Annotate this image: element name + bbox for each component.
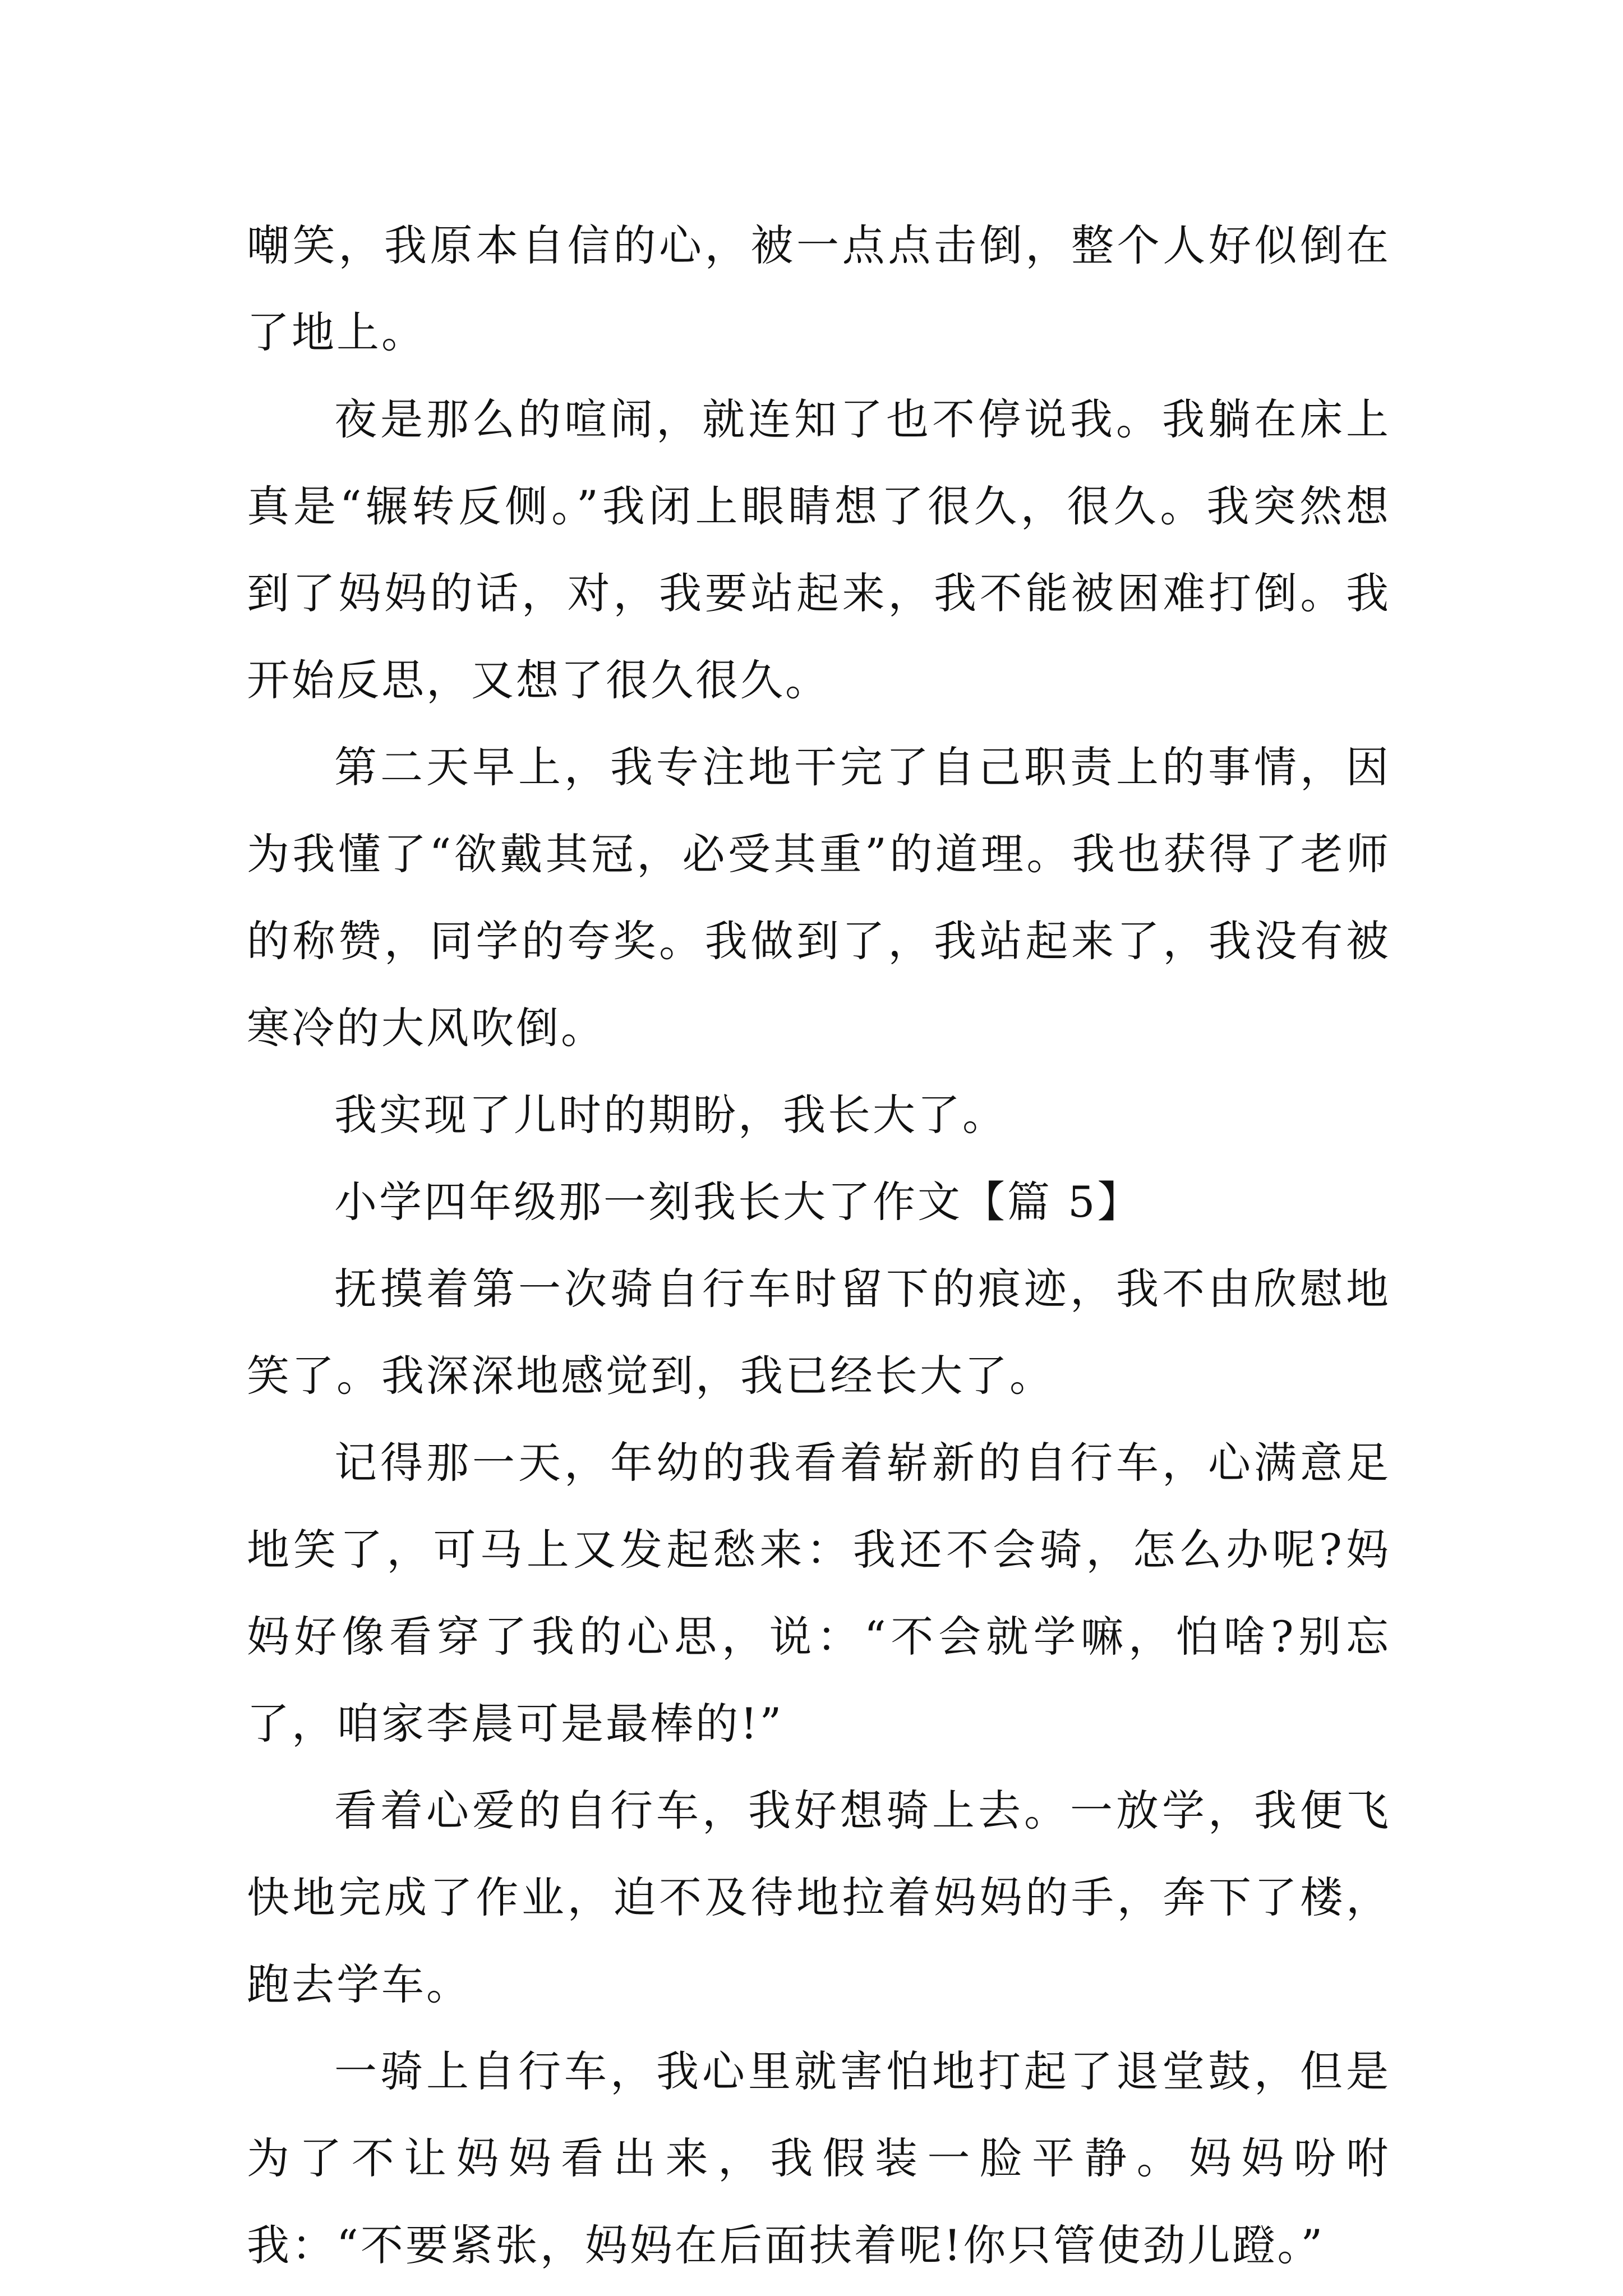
paragraph: 看着心爱的自行车，我好想骑上去。一放学，我便飞快地完成了作业，迫不及待地拉着妈妈的手，奔下了楼，跑去学车。 bbox=[247, 1786, 1391, 2009]
paragraph: 记得那一天，年幼的我看着崭新的自行车，心满意足地笑了，可马上又发起愁来：我还不会骑，怎么办呢?妈妈好像看穿了我的心思，说：“不会就学嘛，怕啥?别忘了，咱家李晨可是最棒的!” bbox=[247, 1438, 1391, 1749]
paragraph: 我实现了儿时的期盼，我长大了。 bbox=[334, 1090, 1007, 1140]
document-body bbox=[247, 202, 1391, 2289]
paragraph: 夜是那么的喧闹，就连知了也不停说我。我躺在床上真是“辗转反侧。”我闭上眼睛想了很久，很久。我突然想到了妈妈的话，对，我要站起来，我不能被困难打倒。我开始反思，又想了很久很久。 bbox=[247, 394, 1391, 705]
paragraph-continued: 嘲笑，我原本自信的心，被一点点击倒，整个人好似倒在了地上。 bbox=[247, 220, 1391, 357]
paragraph: 抚摸着第一次骑自行车时留下的痕迹，我不由欣慰地笑了。我深深地感觉到，我已经长大了。 bbox=[247, 1264, 1391, 1401]
paragraph: 第二天早上，我专注地干完了自己职责上的事情，因为我懂了“欲戴其冠，必受其重”的道理。我也获得了老师的称赞，同学的夸奖。我做到了，我站起来了，我没有被寒冷的大风吹倒。 bbox=[247, 742, 1391, 1053]
section-heading: 小学四年级那一刻我长大了作文【篇 5】 bbox=[334, 1177, 1142, 1227]
paragraph: 一骑上自行车，我心里就害怕地打起了退堂鼓，但是为了不让妈妈看出来，我假装一脸平静。妈妈吩咐我：“不要紧张，妈妈在后面扶着呢!你只管使劲儿蹬。” bbox=[247, 2046, 1391, 2270]
